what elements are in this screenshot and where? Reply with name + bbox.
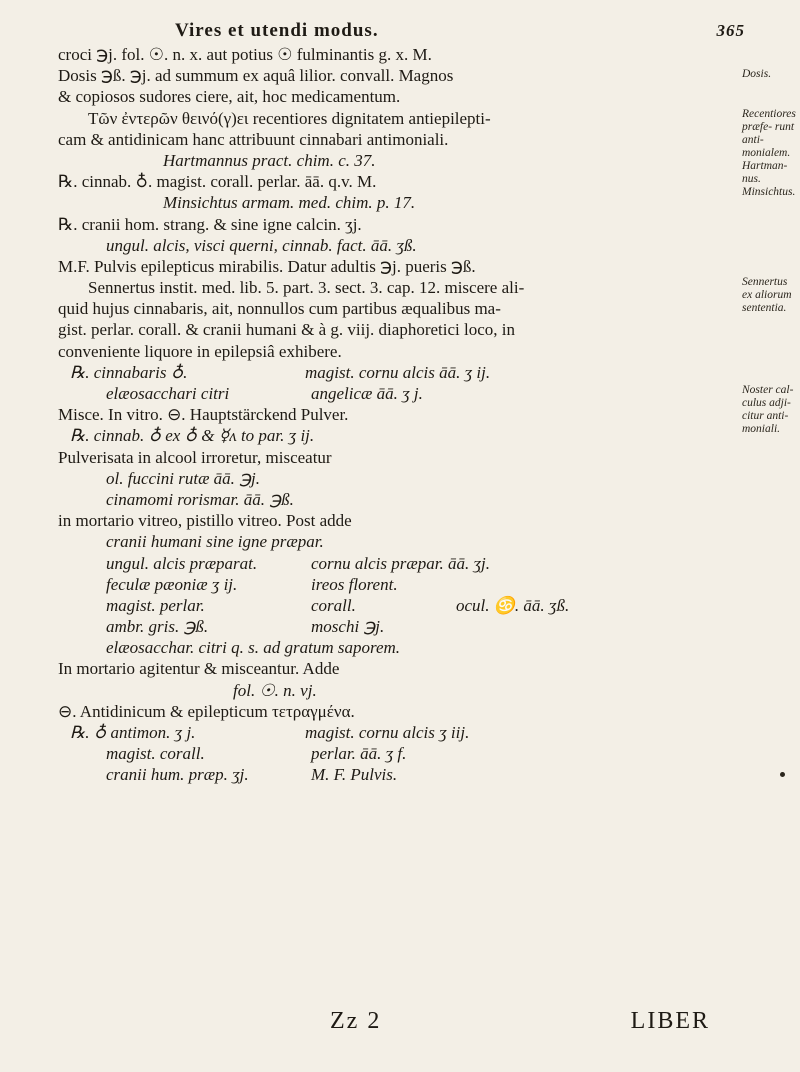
recipe-ingredient: ℞. ♁ antimon. ʒ j. <box>70 723 196 742</box>
text-line: In mortario agitentur & misceantur. Adde <box>58 659 340 679</box>
recipe-ingredient: M. F. Pulvis. <box>311 765 398 785</box>
text-line: in mortario vitreo, pistillo vitreo. Post adde <box>58 511 352 531</box>
recipe-row <box>58 743 748 764</box>
recipe-ingredient: elæosacchari citri <box>106 384 230 403</box>
text-line: conveniente liquore in epilepsiâ exhibere. <box>58 341 342 361</box>
recipe-row <box>58 553 748 574</box>
recipe-ingredient: magist. corall. <box>106 744 205 764</box>
text-line: Hartmannus pract. chim. c. 37. <box>163 150 376 170</box>
text-line: croci ℈j. fol. ☉. n. x. aut potius ☉ fulminantis g. x. M. <box>58 45 432 64</box>
recipe-row <box>58 362 748 383</box>
text-line: ℞. cinnab. ♁ ex ♁ & ☿ʌ to par. ʒ ij. <box>70 426 315 446</box>
text-line: M.F. Pulvis epilepticus mirabilis. Datur adultis ℈j. pueris ℈ß. <box>58 256 476 276</box>
running-title: Vires et utendi modus. <box>175 20 379 41</box>
recipe-ingredient: ocul. ♋. āā. ʒß. <box>456 595 570 615</box>
text-line: Dosis ℈ß. ℈j. ad summum ex aquâ lilior. convall. Magnos <box>58 66 454 86</box>
margin-note: Recentiores præfe- runt anti- monialem. Hartman- nus. Minsichtus. <box>742 108 796 198</box>
signature-mark: Zz 2 <box>330 1008 382 1034</box>
margin-note: Dosis. <box>742 68 772 80</box>
recipe-row <box>58 574 748 595</box>
recipe-row <box>58 616 748 637</box>
ink-speck <box>780 772 785 777</box>
recipe-ingredient: angelicæ āā. ʒ j. <box>311 384 423 403</box>
recipe-ingredient: ungul. alcis præparat. <box>106 553 258 573</box>
text-line: Misce. In vitro. ⊖. Hauptstärckend Pulver. <box>58 405 349 425</box>
recipe-row <box>58 764 748 785</box>
recipe-row <box>58 722 748 743</box>
recipe-ingredient: magist. cornu alcis ʒ iij. <box>305 723 470 742</box>
text-line: & copiosos sudores ciere, ait, hoc medicamentum. <box>58 87 401 107</box>
text-line: ol. fuccini rutæ āā. ℈j. <box>106 468 261 488</box>
main-text <box>58 44 748 786</box>
text-line: Minsichtus armam. med. chim. p. 17. <box>163 193 416 213</box>
text-line: ℞. cranii hom. strang. & sine igne calcin. ʒj. <box>58 214 362 234</box>
text-line: fol. ☉. n. vj. <box>233 680 317 700</box>
catchword: LIBER <box>630 1008 710 1034</box>
recipe-ingredient: cranii hum. præp. ʒj. <box>106 765 249 785</box>
text-line: ⊖. Antidinicum & epilepticum τετραγμένα. <box>58 701 355 721</box>
recipe-ingredient: moschi ℈j. <box>311 617 385 637</box>
recipe-ingredient: ireos florent. <box>311 574 398 594</box>
text-line: Sennertus instit. med. lib. 5. part. 3. sect. 3. cap. 12. miscere ali- <box>88 278 525 298</box>
text-line: gist. perlar. corall. & cranii humani & à g. viij. diaphoretici loco, in <box>58 320 515 340</box>
page-footer <box>330 1008 710 1035</box>
recipe-ingredient: feculæ pæoniæ ʒ ij. <box>106 574 238 594</box>
text-line: cranii humani sine igne præpar. <box>106 532 324 552</box>
text-line: cam & antidinicam hanc attribuunt cinnabari antimoniali. <box>58 129 449 149</box>
recipe-row <box>58 595 748 616</box>
margin-note: Sennertus ex aliorum sententia. <box>742 276 792 314</box>
recipe-ingredient: magist. cornu alcis āā. ʒ ij. <box>305 362 491 382</box>
running-header <box>175 20 745 42</box>
recipe-row <box>58 383 748 404</box>
text-line: quid hujus cinnabaris, ait, nonnullos cum partibus æqualibus ma- <box>58 299 501 319</box>
text-line: Τῶν ἐντερῶν θεινό(γ)ει recentiores dignitatem antiepilepti- <box>88 108 491 128</box>
text-line: cinamomi rorismar. āā. ℈ß. <box>106 489 294 509</box>
recipe-ingredient: corall. <box>311 595 356 615</box>
text-line: ungul. alcis, visci querni, cinnab. fact. āā. ʒß. <box>106 235 417 255</box>
text-line: Pulverisata in alcool irroretur, misceatur <box>58 447 332 467</box>
page-number: 365 <box>716 21 745 40</box>
margin-note: Noster cal- culus adji- citur anti- moniali. <box>742 384 794 435</box>
recipe-ingredient: perlar. āā. ʒ f. <box>311 744 407 764</box>
recipe-ingredient: ℞. cinnabaris ♁. <box>70 362 188 382</box>
text-line: elæosacchar. citri q. s. ad gratum saporem. <box>106 638 401 658</box>
text-line: ℞. cinnab. ♁. magist. corall. perlar. āā. q.v. M. <box>58 172 377 192</box>
recipe-ingredient: cornu alcis præpar. āā. ʒj. <box>311 553 490 573</box>
recipe-ingredient: ambr. gris. ℈ß. <box>106 617 209 637</box>
recipe-ingredient: magist. perlar. <box>106 595 205 615</box>
